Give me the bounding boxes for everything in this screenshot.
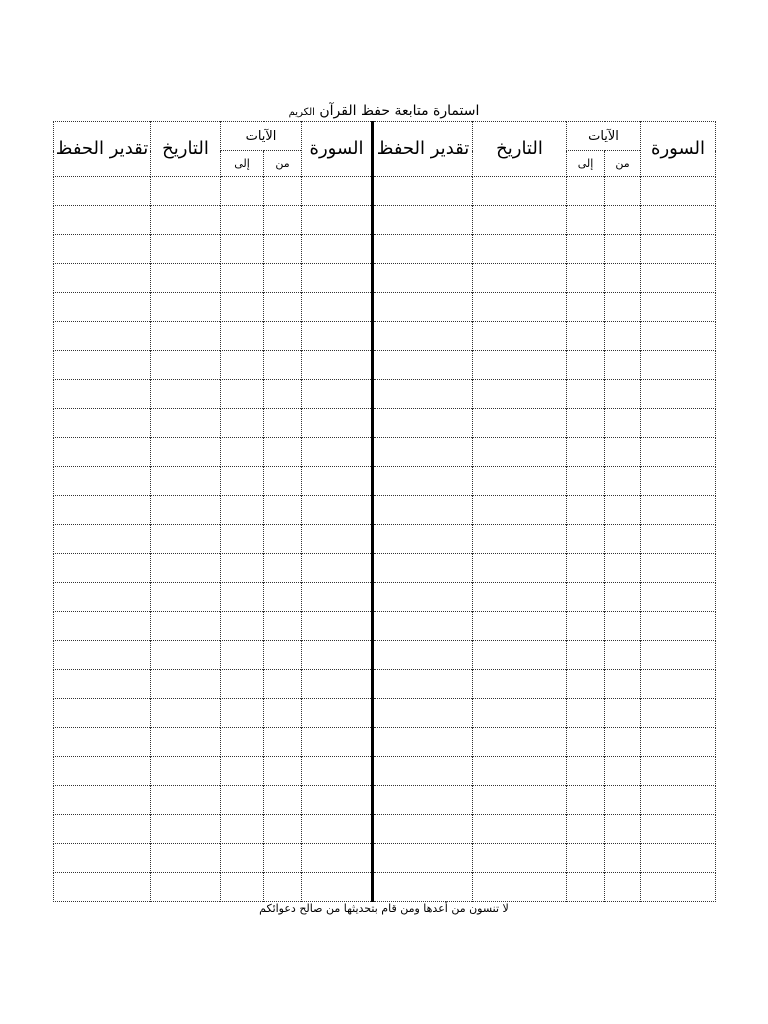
header-ayat: الآيات — [221, 122, 302, 151]
cell-date[interactable] — [151, 293, 221, 322]
cell-ayah-to[interactable] — [567, 293, 605, 322]
cell-surah[interactable] — [641, 351, 716, 380]
cell-ayah-to[interactable] — [567, 525, 605, 554]
cell-date[interactable] — [151, 496, 221, 525]
cell-date[interactable] — [473, 467, 567, 496]
cell-date[interactable] — [473, 873, 567, 902]
table-row — [54, 554, 716, 583]
cell-grade[interactable] — [54, 293, 151, 322]
cell-date[interactable] — [151, 351, 221, 380]
cell-surah[interactable] — [641, 525, 716, 554]
cell-date[interactable] — [473, 525, 567, 554]
table-row — [54, 844, 716, 873]
cell-grade[interactable] — [54, 815, 151, 844]
cell-date[interactable] — [151, 757, 221, 786]
cell-grade[interactable] — [54, 409, 151, 438]
cell-date[interactable] — [473, 612, 567, 641]
cell-date[interactable] — [473, 235, 567, 264]
cell-grade[interactable] — [373, 844, 473, 873]
cell-ayah-to[interactable] — [567, 583, 605, 612]
cell-ayah-to[interactable] — [567, 670, 605, 699]
cell-ayah-from[interactable] — [264, 786, 302, 815]
cell-ayah-to[interactable] — [221, 177, 264, 206]
cell-date[interactable] — [151, 583, 221, 612]
cell-date[interactable] — [151, 264, 221, 293]
cell-ayah-from[interactable] — [264, 525, 302, 554]
cell-ayah-to[interactable] — [221, 351, 264, 380]
cell-ayah-from[interactable] — [264, 699, 302, 728]
cell-surah[interactable] — [302, 322, 373, 351]
cell-date[interactable] — [473, 177, 567, 206]
cell-ayah-from[interactable] — [605, 235, 641, 264]
cell-date[interactable] — [151, 206, 221, 235]
cell-ayah-from[interactable] — [605, 554, 641, 583]
cell-ayah-to[interactable] — [221, 873, 264, 902]
cell-grade[interactable] — [373, 467, 473, 496]
header-surah: السورة — [302, 122, 373, 177]
cell-date[interactable] — [151, 438, 221, 467]
header-from: من — [264, 151, 302, 177]
cell-date[interactable] — [473, 670, 567, 699]
cell-ayah-from[interactable] — [264, 177, 302, 206]
cell-date[interactable] — [151, 728, 221, 757]
cell-ayah-to[interactable] — [221, 699, 264, 728]
cell-ayah-to[interactable] — [567, 728, 605, 757]
cell-surah[interactable] — [641, 583, 716, 612]
cell-grade[interactable] — [373, 351, 473, 380]
table-row — [54, 641, 716, 670]
cell-grade[interactable] — [54, 496, 151, 525]
cell-grade[interactable] — [54, 438, 151, 467]
cell-date[interactable] — [473, 351, 567, 380]
cell-grade[interactable] — [373, 815, 473, 844]
cell-ayah-to[interactable] — [567, 844, 605, 873]
cell-grade[interactable] — [54, 583, 151, 612]
cell-grade[interactable] — [373, 873, 473, 902]
cell-grade[interactable] — [373, 728, 473, 757]
cell-surah[interactable] — [302, 235, 373, 264]
cell-ayah-from[interactable] — [605, 264, 641, 293]
cell-ayah-from[interactable] — [264, 815, 302, 844]
table-row — [54, 525, 716, 554]
cell-date[interactable] — [473, 786, 567, 815]
memorization-tracking-table — [53, 121, 716, 902]
cell-date[interactable] — [473, 293, 567, 322]
cell-ayah-from[interactable] — [605, 699, 641, 728]
cell-ayah-from[interactable] — [605, 351, 641, 380]
cell-ayah-from[interactable] — [264, 641, 302, 670]
cell-ayah-from[interactable] — [605, 757, 641, 786]
cell-ayah-from[interactable] — [264, 612, 302, 641]
cell-ayah-to[interactable] — [567, 612, 605, 641]
cell-surah[interactable] — [641, 554, 716, 583]
table-row — [54, 496, 716, 525]
cell-ayah-from[interactable] — [264, 380, 302, 409]
cell-grade[interactable] — [54, 786, 151, 815]
cell-surah[interactable] — [641, 380, 716, 409]
cell-date[interactable] — [151, 235, 221, 264]
cell-grade[interactable] — [373, 177, 473, 206]
cell-date[interactable] — [473, 380, 567, 409]
cell-ayah-from[interactable] — [264, 467, 302, 496]
cell-ayah-to[interactable] — [221, 612, 264, 641]
cell-ayah-to[interactable] — [567, 438, 605, 467]
table-row — [54, 206, 716, 235]
cell-ayah-from[interactable] — [264, 873, 302, 902]
cell-date[interactable] — [473, 583, 567, 612]
cell-ayah-to[interactable] — [567, 699, 605, 728]
cell-surah[interactable] — [641, 815, 716, 844]
cell-ayah-from[interactable] — [605, 409, 641, 438]
cell-grade[interactable] — [373, 525, 473, 554]
cell-ayah-to[interactable] — [221, 438, 264, 467]
cell-date[interactable] — [151, 612, 221, 641]
cell-grade[interactable] — [54, 525, 151, 554]
cell-ayah-from[interactable] — [264, 264, 302, 293]
header-from: من — [605, 151, 641, 177]
cell-ayah-to[interactable] — [567, 322, 605, 351]
cell-surah[interactable] — [641, 612, 716, 641]
header-surah: السورة — [641, 122, 716, 177]
cell-grade[interactable] — [54, 612, 151, 641]
cell-surah[interactable] — [302, 554, 373, 583]
cell-surah[interactable] — [641, 699, 716, 728]
cell-ayah-from[interactable] — [264, 235, 302, 264]
cell-date[interactable] — [151, 815, 221, 844]
cell-date[interactable] — [473, 757, 567, 786]
cell-grade[interactable] — [373, 554, 473, 583]
cell-ayah-from[interactable] — [264, 293, 302, 322]
cell-surah[interactable] — [302, 380, 373, 409]
cell-surah[interactable] — [302, 844, 373, 873]
cell-grade[interactable] — [54, 757, 151, 786]
cell-ayah-from[interactable] — [264, 322, 302, 351]
cell-grade[interactable] — [54, 467, 151, 496]
cell-surah[interactable] — [302, 177, 373, 206]
cell-date[interactable] — [151, 409, 221, 438]
cell-ayah-to[interactable] — [221, 409, 264, 438]
cell-grade[interactable] — [373, 264, 473, 293]
cell-ayah-to[interactable] — [567, 641, 605, 670]
cell-ayah-to[interactable] — [221, 496, 264, 525]
form-title — [0, 101, 768, 123]
cell-grade[interactable] — [373, 438, 473, 467]
cell-ayah-to[interactable] — [567, 409, 605, 438]
cell-ayah-to[interactable] — [221, 235, 264, 264]
cell-ayah-to[interactable] — [221, 641, 264, 670]
cell-grade[interactable] — [373, 757, 473, 786]
cell-ayah-from[interactable] — [264, 757, 302, 786]
cell-surah[interactable] — [302, 786, 373, 815]
cell-surah[interactable] — [641, 728, 716, 757]
cell-date[interactable] — [473, 322, 567, 351]
cell-surah[interactable] — [302, 206, 373, 235]
cell-surah[interactable] — [302, 641, 373, 670]
cell-surah[interactable] — [641, 177, 716, 206]
cell-date[interactable] — [151, 873, 221, 902]
table-row — [54, 235, 716, 264]
cell-grade[interactable] — [54, 670, 151, 699]
cell-ayah-to[interactable] — [567, 264, 605, 293]
table-row — [54, 438, 716, 467]
cell-date[interactable] — [473, 206, 567, 235]
table-header-row — [54, 122, 716, 151]
table-row — [54, 815, 716, 844]
cell-ayah-to[interactable] — [221, 844, 264, 873]
cell-date[interactable] — [473, 699, 567, 728]
cell-grade[interactable] — [54, 177, 151, 206]
table-row — [54, 670, 716, 699]
table-row — [54, 322, 716, 351]
cell-ayah-from[interactable] — [605, 641, 641, 670]
cell-date[interactable] — [151, 554, 221, 583]
cell-surah[interactable] — [302, 873, 373, 902]
cell-ayah-to[interactable] — [567, 757, 605, 786]
table-row — [54, 699, 716, 728]
cell-ayah-from[interactable] — [605, 583, 641, 612]
cell-grade[interactable] — [54, 728, 151, 757]
cell-surah[interactable] — [302, 293, 373, 322]
cell-grade[interactable] — [373, 380, 473, 409]
cell-date[interactable] — [151, 467, 221, 496]
cell-ayah-to[interactable] — [221, 264, 264, 293]
cell-grade[interactable] — [373, 670, 473, 699]
cell-surah[interactable] — [641, 496, 716, 525]
cell-grade[interactable] — [373, 206, 473, 235]
table-row — [54, 612, 716, 641]
cell-surah[interactable] — [641, 467, 716, 496]
cell-ayah-to[interactable] — [221, 380, 264, 409]
cell-ayah-to[interactable] — [567, 873, 605, 902]
table-row — [54, 264, 716, 293]
cell-grade[interactable] — [54, 264, 151, 293]
cell-ayah-from[interactable] — [264, 844, 302, 873]
cell-surah[interactable] — [641, 322, 716, 351]
cell-date[interactable] — [151, 670, 221, 699]
cell-ayah-to[interactable] — [567, 351, 605, 380]
table-row — [54, 409, 716, 438]
cell-grade[interactable] — [373, 641, 473, 670]
cell-date[interactable] — [473, 409, 567, 438]
cell-grade[interactable] — [373, 699, 473, 728]
cell-surah[interactable] — [641, 438, 716, 467]
footer-note: لا تنسون من أعدها ومن قام بتحديثها من صالح دعوائكم — [259, 902, 509, 915]
cell-grade[interactable] — [54, 699, 151, 728]
cell-ayah-to[interactable] — [221, 786, 264, 815]
cell-grade[interactable] — [54, 206, 151, 235]
cell-ayah-from[interactable] — [605, 438, 641, 467]
cell-ayah-from[interactable] — [264, 206, 302, 235]
cell-grade[interactable] — [373, 496, 473, 525]
cell-surah[interactable] — [641, 409, 716, 438]
cell-ayah-from[interactable] — [264, 438, 302, 467]
cell-grade[interactable] — [373, 293, 473, 322]
cell-surah[interactable] — [302, 496, 373, 525]
cell-date[interactable] — [473, 438, 567, 467]
cell-ayah-from[interactable] — [605, 322, 641, 351]
form-title-main: استمارة متابعة حفظ القرآن — [319, 103, 480, 119]
cell-ayah-to[interactable] — [221, 293, 264, 322]
table-row — [54, 177, 716, 206]
cell-ayah-from[interactable] — [264, 554, 302, 583]
table-row — [54, 467, 716, 496]
cell-ayah-from[interactable] — [605, 873, 641, 902]
cell-ayah-to[interactable] — [221, 728, 264, 757]
cell-ayah-from[interactable] — [605, 815, 641, 844]
cell-ayah-to[interactable] — [567, 554, 605, 583]
table-row — [54, 380, 716, 409]
table-row — [54, 873, 716, 902]
header-date: التاريخ — [151, 122, 221, 177]
table-row — [54, 757, 716, 786]
cell-date[interactable] — [151, 844, 221, 873]
cell-ayah-from[interactable] — [264, 409, 302, 438]
cell-surah[interactable] — [302, 438, 373, 467]
cell-surah[interactable] — [641, 641, 716, 670]
cell-date[interactable] — [151, 177, 221, 206]
header-grade: تقدير الحفظ — [373, 122, 473, 177]
cell-date[interactable] — [473, 496, 567, 525]
cell-ayah-from[interactable] — [264, 728, 302, 757]
cell-date[interactable] — [151, 641, 221, 670]
cell-grade[interactable] — [54, 554, 151, 583]
cell-ayah-from[interactable] — [264, 351, 302, 380]
cell-surah[interactable] — [641, 844, 716, 873]
cell-surah[interactable] — [302, 583, 373, 612]
cell-date[interactable] — [473, 641, 567, 670]
cell-surah[interactable] — [302, 670, 373, 699]
cell-date[interactable] — [151, 525, 221, 554]
cell-date[interactable] — [151, 699, 221, 728]
cell-date[interactable] — [473, 815, 567, 844]
cell-date[interactable] — [473, 264, 567, 293]
cell-surah[interactable] — [641, 293, 716, 322]
cell-grade[interactable] — [373, 235, 473, 264]
cell-ayah-to[interactable] — [221, 815, 264, 844]
cell-surah[interactable] — [302, 351, 373, 380]
cell-surah[interactable] — [302, 525, 373, 554]
cell-surah[interactable] — [641, 235, 716, 264]
cell-ayah-from[interactable] — [264, 583, 302, 612]
cell-ayah-to[interactable] — [221, 206, 264, 235]
cell-ayah-to[interactable] — [567, 235, 605, 264]
cell-ayah-from[interactable] — [605, 525, 641, 554]
cell-surah[interactable] — [302, 409, 373, 438]
cell-ayah-to[interactable] — [567, 206, 605, 235]
cell-grade[interactable] — [373, 786, 473, 815]
cell-ayah-to[interactable] — [221, 554, 264, 583]
cell-ayah-from[interactable] — [605, 844, 641, 873]
cell-date[interactable] — [151, 380, 221, 409]
cell-surah[interactable] — [302, 612, 373, 641]
cell-surah[interactable] — [641, 757, 716, 786]
cell-surah[interactable] — [302, 699, 373, 728]
cell-ayah-from[interactable] — [605, 728, 641, 757]
cell-date[interactable] — [473, 728, 567, 757]
cell-grade[interactable] — [54, 235, 151, 264]
cell-grade[interactable] — [54, 380, 151, 409]
form-title-small: الكريم — [288, 107, 315, 118]
cell-ayah-to[interactable] — [567, 177, 605, 206]
cell-grade[interactable] — [373, 409, 473, 438]
cell-ayah-to[interactable] — [567, 380, 605, 409]
cell-ayah-from[interactable] — [605, 380, 641, 409]
cell-surah[interactable] — [641, 786, 716, 815]
cell-grade[interactable] — [373, 583, 473, 612]
table-row — [54, 728, 716, 757]
cell-date[interactable] — [473, 844, 567, 873]
cell-grade[interactable] — [54, 844, 151, 873]
cell-ayah-to[interactable] — [221, 525, 264, 554]
cell-ayah-from[interactable] — [605, 206, 641, 235]
cell-date[interactable] — [473, 554, 567, 583]
cell-surah[interactable] — [302, 264, 373, 293]
cell-ayah-from[interactable] — [605, 612, 641, 641]
cell-ayah-from[interactable] — [605, 496, 641, 525]
cell-ayah-to[interactable] — [567, 815, 605, 844]
cell-ayah-to[interactable] — [221, 322, 264, 351]
cell-ayah-to[interactable] — [567, 786, 605, 815]
cell-ayah-to[interactable] — [567, 467, 605, 496]
cell-ayah-to[interactable] — [221, 583, 264, 612]
cell-ayah-to[interactable] — [221, 467, 264, 496]
table-row — [54, 293, 716, 322]
cell-ayah-from[interactable] — [264, 496, 302, 525]
header-ayat: الآيات — [567, 122, 641, 151]
cell-grade[interactable] — [54, 322, 151, 351]
cell-surah[interactable] — [641, 206, 716, 235]
cell-surah[interactable] — [302, 757, 373, 786]
cell-ayah-to[interactable] — [221, 757, 264, 786]
cell-ayah-to[interactable] — [567, 496, 605, 525]
cell-grade[interactable] — [54, 873, 151, 902]
header-grade: تقدير الحفظ — [54, 122, 151, 177]
table-row — [54, 351, 716, 380]
cell-grade[interactable] — [373, 612, 473, 641]
cell-surah[interactable] — [302, 815, 373, 844]
cell-ayah-from[interactable] — [264, 670, 302, 699]
table-row — [54, 583, 716, 612]
header-to: إلى — [567, 151, 605, 177]
cell-grade[interactable] — [54, 641, 151, 670]
cell-date[interactable] — [151, 322, 221, 351]
cell-grade[interactable] — [54, 351, 151, 380]
cell-ayah-from[interactable] — [605, 467, 641, 496]
header-to: إلى — [221, 151, 264, 177]
cell-ayah-from[interactable] — [605, 786, 641, 815]
cell-date[interactable] — [151, 786, 221, 815]
cell-surah[interactable] — [641, 670, 716, 699]
cell-surah[interactable] — [641, 264, 716, 293]
cell-grade[interactable] — [373, 322, 473, 351]
cell-surah[interactable] — [641, 873, 716, 902]
header-date: التاريخ — [473, 122, 567, 177]
table-row — [54, 786, 716, 815]
cell-surah[interactable] — [302, 728, 373, 757]
cell-surah[interactable] — [302, 467, 373, 496]
cell-ayah-from[interactable] — [605, 670, 641, 699]
cell-ayah-to[interactable] — [221, 670, 264, 699]
cell-ayah-from[interactable] — [605, 293, 641, 322]
cell-ayah-from[interactable] — [605, 177, 641, 206]
